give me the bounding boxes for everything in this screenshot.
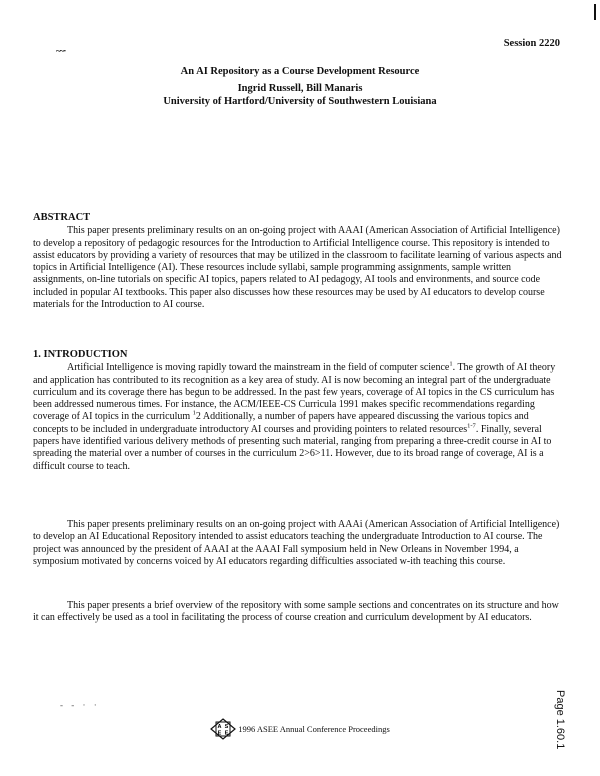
- footer-text: 1996 ASEE Annual Conference Proceedings: [238, 724, 390, 734]
- abstract-section: [33, 212, 563, 311]
- corner-scribble: ~~·: [56, 46, 66, 56]
- citation-ref: 1-7: [467, 422, 476, 430]
- intro-p1-part-a: Artificial Intelligence is moving rapidly toward the mainstream in the field of computer science: [67, 362, 450, 374]
- session-number: Session 2220: [503, 38, 560, 49]
- intro-p1-part-b: . The growth of AI theory and application has contributed to its recognition as a key area of study. AI is now becoming an integral part of the undergraduate curriculum and its coverage there has begun to be addressed. In the past few years, coverage of AI topics in the CS curriculum has been addressed numerous times. For instance, the ACM/IEEE-CS Curricula 1991 makes specific recommendations regarding coverage of AI topics in the curriculum: [33, 362, 556, 423]
- citation-ref: 1: [449, 360, 453, 368]
- footer: [0, 718, 600, 742]
- asee-logo-icon: [210, 718, 236, 740]
- paper-authors: Ingrid Russell, Bill Manaris: [237, 83, 363, 94]
- logo-letter: S: [224, 724, 229, 730]
- footnote-mark: - - · ·: [60, 700, 100, 710]
- citation-ref: 1: [192, 410, 196, 418]
- introduction-paragraph-3-block: [33, 600, 563, 625]
- abstract-paragraph: This paper presents preliminary results on an on-going project with AAAI (American Association of Artificial Intelligence) to develop a repository of pedagogic resources for the Introduction to Artificial Intelligence course. This repository is intended to assist educators by providing a variety of resources that may be utilized in the classroom to facilitate learning of various aspects and topics in Artificial Intelligence (AI). These resources include syllabi, sample programming assignments, sample written assignments, on-line tutorials on specific AI topics, papers related to AI pedagogy, AI tools and environments, and source code included in popular AI textbooks. This paper also discusses how these resources may be used by AI educators to develop course materials for the Introduction to AI course.: [33, 225, 562, 311]
- edge-mark: [594, 4, 596, 20]
- logo-letter: E: [224, 730, 229, 737]
- introduction-paragraph-3: This paper presents a brief overview of the repository with some sample sections and concentrates on its structure and how it can effectively be used as a tool in facilitating the process of course creation and curriculum development by AI educators.: [33, 600, 559, 624]
- introduction-section: [33, 349, 563, 473]
- logo-letter: E: [217, 730, 222, 737]
- intro-p1-part-d: . Finally, several papers have identified various delivery methods of presenting such material, ranging from preparing a three-credit course in AI to spreading the material over a number of courses in the curriculum 2>6>11. However, due to its broad range of coverage, AI is a difficult course to teach.: [33, 423, 552, 472]
- introduction-heading: 1. INTRODUCTION: [33, 349, 128, 360]
- page-number: Page 1.60.1: [554, 690, 566, 750]
- paper-affiliation: University of Hartford/University of Southwestern Louisiana: [163, 96, 437, 107]
- intro-p1-part-c: 2 Additionally, a number of papers have appeared discussing the various topics and concepts to be included in undergraduate introductory AI courses and providing pointers to related resources: [33, 411, 529, 435]
- paper-title: An AI Repository as a Course Development Resource: [180, 66, 420, 77]
- logo-letter: A: [217, 724, 222, 730]
- abstract-heading: ABSTRACT: [33, 212, 91, 223]
- introduction-paragraph-2: This paper presents preliminary results on an on-going project with AAAi (American Association of Artificial Intelligence) to develop an AI Educational Repository intended to assist educators teaching the undergraduate Introduction to AI course. The project was announced by the president of AAAI at the AAAI Fall symposium held in New Orleans in November 1994, a symposium motivated by concerns voiced by AI educators regarding difficulties associated w-ith teaching this course.: [33, 519, 560, 567]
- title-block: [0, 66, 600, 107]
- introduction-paragraph-1: [33, 362, 563, 473]
- introduction-paragraph-2-block: [33, 519, 563, 568]
